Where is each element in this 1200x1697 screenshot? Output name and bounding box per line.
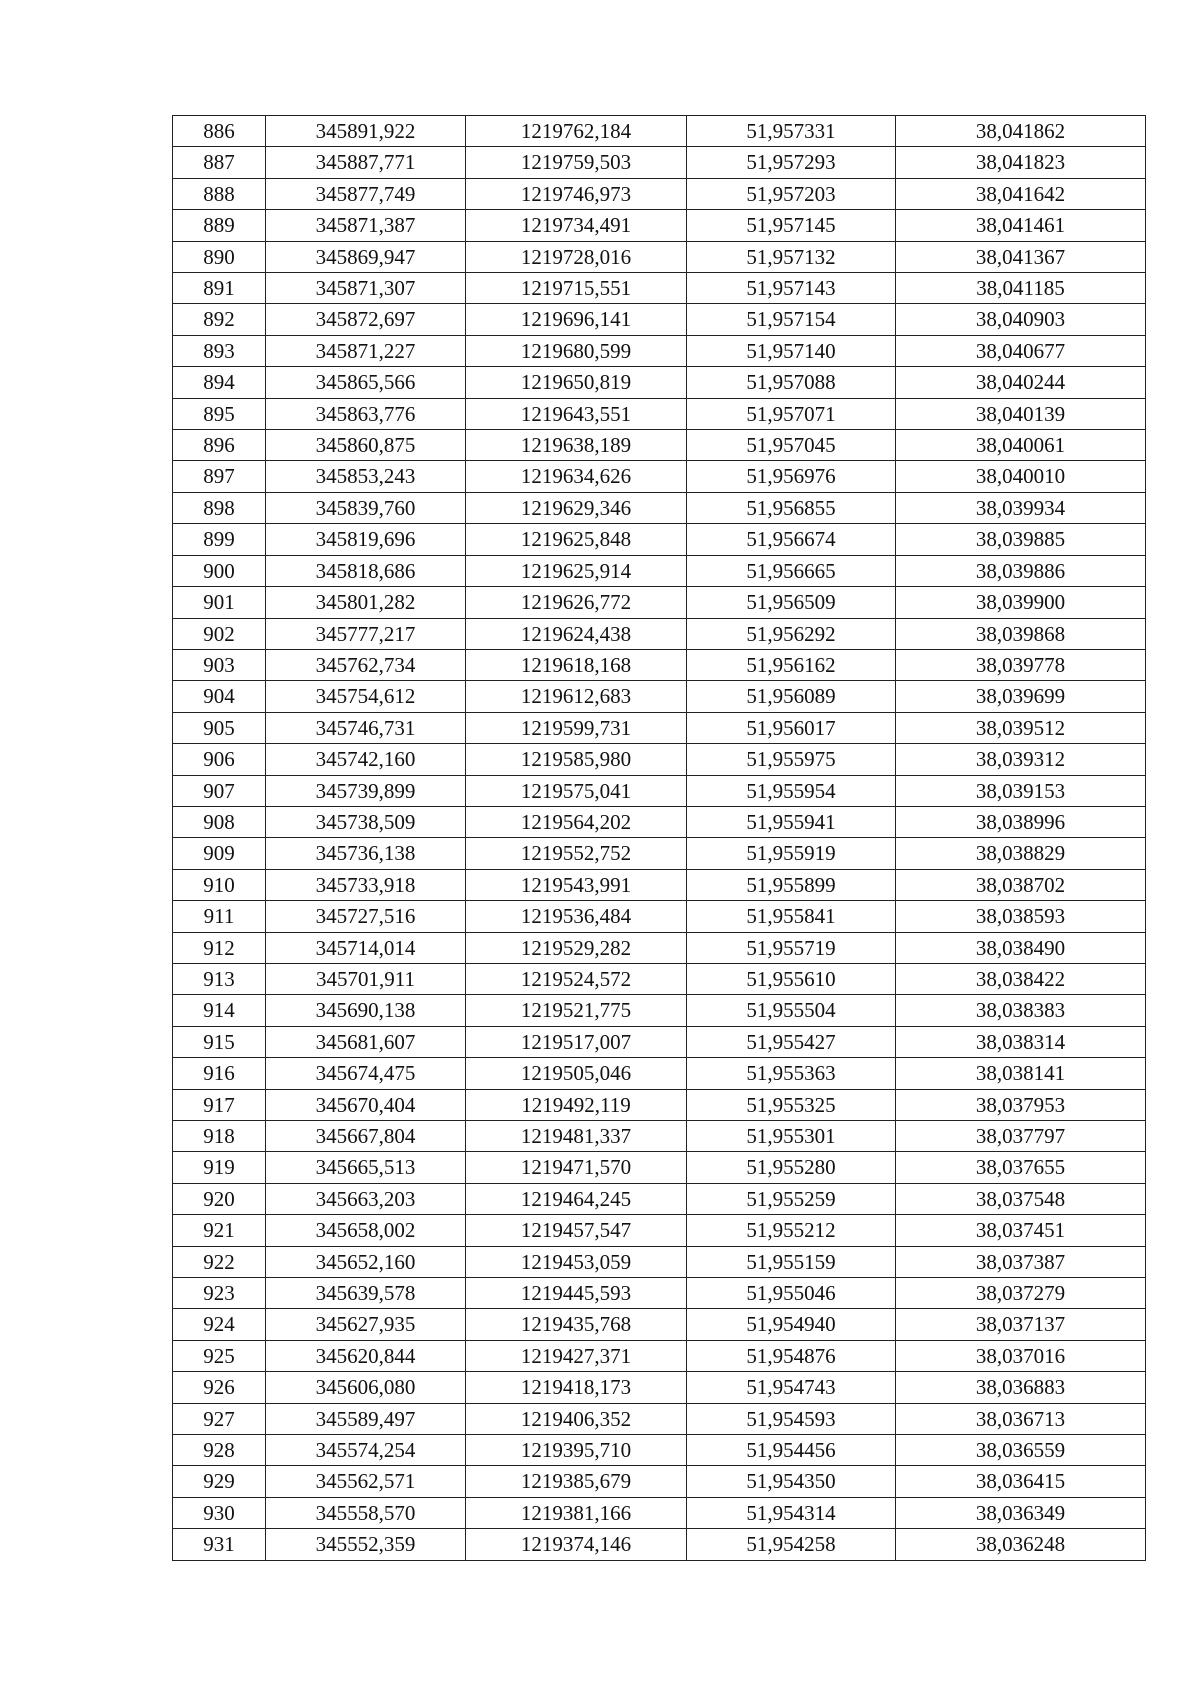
longitude-cell: 38,039934 [896,492,1146,523]
longitude-cell: 38,039885 [896,524,1146,555]
point-number-cell: 914 [173,995,266,1026]
longitude-cell: 38,039886 [896,555,1146,586]
latitude-cell: 51,955841 [687,901,896,932]
y-coordinate-cell: 1219445,593 [466,1278,687,1309]
longitude-cell: 38,038383 [896,995,1146,1026]
x-coordinate-cell: 345801,282 [266,587,466,618]
x-coordinate-cell: 345658,002 [266,1215,466,1246]
point-number-cell: 895 [173,398,266,429]
table-row [173,995,1146,1026]
point-number-cell: 904 [173,681,266,712]
point-number-cell: 908 [173,806,266,837]
x-coordinate-cell: 345681,607 [266,1026,466,1057]
point-number-cell: 930 [173,1497,266,1528]
table-row [173,555,1146,586]
point-number-cell: 892 [173,304,266,335]
table-row [173,806,1146,837]
y-coordinate-cell: 1219618,168 [466,649,687,680]
latitude-cell: 51,954350 [687,1466,896,1497]
x-coordinate-cell: 345877,749 [266,178,466,209]
table-row [173,838,1146,869]
x-coordinate-cell: 345739,899 [266,775,466,806]
point-number-cell: 919 [173,1152,266,1183]
y-coordinate-cell: 1219529,282 [466,932,687,963]
longitude-cell: 38,039900 [896,587,1146,618]
latitude-cell: 51,957203 [687,178,896,209]
longitude-cell: 38,039312 [896,744,1146,775]
latitude-cell: 51,957132 [687,241,896,272]
x-coordinate-cell: 345860,875 [266,430,466,461]
point-number-cell: 913 [173,963,266,994]
table-row [173,1058,1146,1089]
x-coordinate-cell: 345733,918 [266,869,466,900]
x-coordinate-cell: 345690,138 [266,995,466,1026]
latitude-cell: 51,955280 [687,1152,896,1183]
y-coordinate-cell: 1219762,184 [466,116,687,147]
table-row [173,932,1146,963]
y-coordinate-cell: 1219734,491 [466,210,687,241]
table-row [173,461,1146,492]
latitude-cell: 51,955427 [687,1026,896,1057]
x-coordinate-cell: 345853,243 [266,461,466,492]
x-coordinate-cell: 345558,570 [266,1497,466,1528]
table-row [173,649,1146,680]
y-coordinate-cell: 1219564,202 [466,806,687,837]
longitude-cell: 38,038593 [896,901,1146,932]
y-coordinate-cell: 1219517,007 [466,1026,687,1057]
longitude-cell: 38,038314 [896,1026,1146,1057]
y-coordinate-cell: 1219599,731 [466,712,687,743]
point-number-cell: 921 [173,1215,266,1246]
x-coordinate-cell: 345746,731 [266,712,466,743]
x-coordinate-cell: 345652,160 [266,1246,466,1277]
longitude-cell: 38,036248 [896,1529,1146,1560]
y-coordinate-cell: 1219634,626 [466,461,687,492]
latitude-cell: 51,957145 [687,210,896,241]
point-number-cell: 920 [173,1183,266,1214]
latitude-cell: 51,955363 [687,1058,896,1089]
latitude-cell: 51,957331 [687,116,896,147]
longitude-cell: 38,041642 [896,178,1146,209]
point-number-cell: 901 [173,587,266,618]
latitude-cell: 51,955301 [687,1121,896,1152]
point-number-cell: 931 [173,1529,266,1560]
longitude-cell: 38,040244 [896,367,1146,398]
table-row [173,210,1146,241]
x-coordinate-cell: 345663,203 [266,1183,466,1214]
y-coordinate-cell: 1219481,337 [466,1121,687,1152]
latitude-cell: 51,956855 [687,492,896,523]
longitude-cell: 38,039699 [896,681,1146,712]
point-number-cell: 926 [173,1372,266,1403]
latitude-cell: 51,954258 [687,1529,896,1560]
point-number-cell: 894 [173,367,266,398]
table-row [173,241,1146,272]
coordinate-table-body [173,116,1146,1561]
x-coordinate-cell: 345863,776 [266,398,466,429]
y-coordinate-cell: 1219585,980 [466,744,687,775]
y-coordinate-cell: 1219696,141 [466,304,687,335]
latitude-cell: 51,954314 [687,1497,896,1528]
table-row [173,1403,1146,1434]
y-coordinate-cell: 1219543,991 [466,869,687,900]
y-coordinate-cell: 1219374,146 [466,1529,687,1560]
longitude-cell: 38,038141 [896,1058,1146,1089]
table-row [173,587,1146,618]
point-number-cell: 909 [173,838,266,869]
longitude-cell: 38,040139 [896,398,1146,429]
latitude-cell: 51,954593 [687,1403,896,1434]
table-row [173,901,1146,932]
y-coordinate-cell: 1219625,848 [466,524,687,555]
y-coordinate-cell: 1219643,551 [466,398,687,429]
table-row [173,681,1146,712]
y-coordinate-cell: 1219381,166 [466,1497,687,1528]
y-coordinate-cell: 1219395,710 [466,1435,687,1466]
longitude-cell: 38,037451 [896,1215,1146,1246]
table-row [173,1497,1146,1528]
point-number-cell: 917 [173,1089,266,1120]
latitude-cell: 51,956665 [687,555,896,586]
latitude-cell: 51,954743 [687,1372,896,1403]
point-number-cell: 889 [173,210,266,241]
x-coordinate-cell: 345871,387 [266,210,466,241]
x-coordinate-cell: 345869,947 [266,241,466,272]
latitude-cell: 51,955159 [687,1246,896,1277]
table-row [173,1183,1146,1214]
y-coordinate-cell: 1219418,173 [466,1372,687,1403]
y-coordinate-cell: 1219629,346 [466,492,687,523]
point-number-cell: 886 [173,116,266,147]
table-row [173,1152,1146,1183]
longitude-cell: 38,039778 [896,649,1146,680]
longitude-cell: 38,038422 [896,963,1146,994]
x-coordinate-cell: 345589,497 [266,1403,466,1434]
point-number-cell: 891 [173,273,266,304]
longitude-cell: 38,040903 [896,304,1146,335]
table-row [173,398,1146,429]
latitude-cell: 51,954456 [687,1435,896,1466]
y-coordinate-cell: 1219680,599 [466,335,687,366]
latitude-cell: 51,956017 [687,712,896,743]
x-coordinate-cell: 345714,014 [266,932,466,963]
point-number-cell: 900 [173,555,266,586]
y-coordinate-cell: 1219638,189 [466,430,687,461]
table-row [173,147,1146,178]
point-number-cell: 905 [173,712,266,743]
table-row [173,1309,1146,1340]
y-coordinate-cell: 1219650,819 [466,367,687,398]
table-row [173,304,1146,335]
y-coordinate-cell: 1219536,484 [466,901,687,932]
latitude-cell: 51,954940 [687,1309,896,1340]
latitude-cell: 51,955046 [687,1278,896,1309]
point-number-cell: 903 [173,649,266,680]
latitude-cell: 51,954876 [687,1340,896,1371]
longitude-cell: 38,037655 [896,1152,1146,1183]
latitude-cell: 51,955954 [687,775,896,806]
latitude-cell: 51,956674 [687,524,896,555]
longitude-cell: 38,038829 [896,838,1146,869]
latitude-cell: 51,955975 [687,744,896,775]
y-coordinate-cell: 1219385,679 [466,1466,687,1497]
y-coordinate-cell: 1219552,752 [466,838,687,869]
latitude-cell: 51,957143 [687,273,896,304]
x-coordinate-cell: 345839,760 [266,492,466,523]
x-coordinate-cell: 345754,612 [266,681,466,712]
y-coordinate-cell: 1219457,547 [466,1215,687,1246]
x-coordinate-cell: 345727,516 [266,901,466,932]
table-row [173,116,1146,147]
x-coordinate-cell: 345574,254 [266,1435,466,1466]
x-coordinate-cell: 345674,475 [266,1058,466,1089]
point-number-cell: 910 [173,869,266,900]
table-row [173,1089,1146,1120]
y-coordinate-cell: 1219505,046 [466,1058,687,1089]
table-row [173,1466,1146,1497]
point-number-cell: 907 [173,775,266,806]
latitude-cell: 51,955899 [687,869,896,900]
table-row [173,335,1146,366]
latitude-cell: 51,956509 [687,587,896,618]
point-number-cell: 927 [173,1403,266,1434]
latitude-cell: 51,955504 [687,995,896,1026]
table-row [173,273,1146,304]
y-coordinate-cell: 1219435,768 [466,1309,687,1340]
x-coordinate-cell: 345738,509 [266,806,466,837]
table-row [173,430,1146,461]
point-number-cell: 923 [173,1278,266,1309]
y-coordinate-cell: 1219524,572 [466,963,687,994]
x-coordinate-cell: 345777,217 [266,618,466,649]
x-coordinate-cell: 345620,844 [266,1340,466,1371]
longitude-cell: 38,039153 [896,775,1146,806]
point-number-cell: 890 [173,241,266,272]
table-row [173,1278,1146,1309]
point-number-cell: 899 [173,524,266,555]
x-coordinate-cell: 345819,696 [266,524,466,555]
longitude-cell: 38,038996 [896,806,1146,837]
longitude-cell: 38,036883 [896,1372,1146,1403]
longitude-cell: 38,040010 [896,461,1146,492]
point-number-cell: 897 [173,461,266,492]
point-number-cell: 896 [173,430,266,461]
x-coordinate-cell: 345872,697 [266,304,466,335]
y-coordinate-cell: 1219575,041 [466,775,687,806]
table-row [173,712,1146,743]
longitude-cell: 38,037548 [896,1183,1146,1214]
longitude-cell: 38,039868 [896,618,1146,649]
y-coordinate-cell: 1219521,775 [466,995,687,1026]
latitude-cell: 51,957293 [687,147,896,178]
point-number-cell: 898 [173,492,266,523]
latitude-cell: 51,957088 [687,367,896,398]
latitude-cell: 51,955212 [687,1215,896,1246]
point-number-cell: 902 [173,618,266,649]
table-row [173,1435,1146,1466]
longitude-cell: 38,041367 [896,241,1146,272]
table-row [173,178,1146,209]
x-coordinate-cell: 345670,404 [266,1089,466,1120]
longitude-cell: 38,037797 [896,1121,1146,1152]
longitude-cell: 38,037016 [896,1340,1146,1371]
y-coordinate-cell: 1219624,438 [466,618,687,649]
latitude-cell: 51,956089 [687,681,896,712]
point-number-cell: 911 [173,901,266,932]
table-row [173,1121,1146,1152]
point-number-cell: 928 [173,1435,266,1466]
x-coordinate-cell: 345762,734 [266,649,466,680]
point-number-cell: 925 [173,1340,266,1371]
longitude-cell: 38,041862 [896,116,1146,147]
latitude-cell: 51,957045 [687,430,896,461]
table-row [173,1246,1146,1277]
x-coordinate-cell: 345562,571 [266,1466,466,1497]
table-row [173,367,1146,398]
longitude-cell: 38,036415 [896,1466,1146,1497]
table-row [173,963,1146,994]
longitude-cell: 38,037953 [896,1089,1146,1120]
x-coordinate-cell: 345891,922 [266,116,466,147]
longitude-cell: 38,038490 [896,932,1146,963]
x-coordinate-cell: 345865,566 [266,367,466,398]
x-coordinate-cell: 345701,911 [266,963,466,994]
y-coordinate-cell: 1219471,570 [466,1152,687,1183]
point-number-cell: 915 [173,1026,266,1057]
point-number-cell: 906 [173,744,266,775]
table-row [173,1026,1146,1057]
longitude-cell: 38,040061 [896,430,1146,461]
longitude-cell: 38,037137 [896,1309,1146,1340]
y-coordinate-cell: 1219715,551 [466,273,687,304]
longitude-cell: 38,038702 [896,869,1146,900]
table-row [173,744,1146,775]
longitude-cell: 38,036713 [896,1403,1146,1434]
y-coordinate-cell: 1219746,973 [466,178,687,209]
longitude-cell: 38,041185 [896,273,1146,304]
y-coordinate-cell: 1219492,119 [466,1089,687,1120]
latitude-cell: 51,955610 [687,963,896,994]
x-coordinate-cell: 345818,686 [266,555,466,586]
x-coordinate-cell: 345742,160 [266,744,466,775]
table-row [173,1215,1146,1246]
latitude-cell: 51,957071 [687,398,896,429]
latitude-cell: 51,955941 [687,806,896,837]
latitude-cell: 51,955719 [687,932,896,963]
y-coordinate-cell: 1219728,016 [466,241,687,272]
table-row [173,1529,1146,1560]
longitude-cell: 38,037279 [896,1278,1146,1309]
table-row [173,524,1146,555]
point-number-cell: 916 [173,1058,266,1089]
table-row [173,1372,1146,1403]
x-coordinate-cell: 345639,578 [266,1278,466,1309]
latitude-cell: 51,955919 [687,838,896,869]
x-coordinate-cell: 345667,804 [266,1121,466,1152]
longitude-cell: 38,037387 [896,1246,1146,1277]
y-coordinate-cell: 1219406,352 [466,1403,687,1434]
longitude-cell: 38,041823 [896,147,1146,178]
x-coordinate-cell: 345871,227 [266,335,466,366]
latitude-cell: 51,955259 [687,1183,896,1214]
y-coordinate-cell: 1219626,772 [466,587,687,618]
point-number-cell: 887 [173,147,266,178]
x-coordinate-cell: 345606,080 [266,1372,466,1403]
latitude-cell: 51,955325 [687,1089,896,1120]
y-coordinate-cell: 1219759,503 [466,147,687,178]
x-coordinate-cell: 345736,138 [266,838,466,869]
table-row [173,869,1146,900]
x-coordinate-cell: 345871,307 [266,273,466,304]
x-coordinate-cell: 345887,771 [266,147,466,178]
x-coordinate-cell: 345627,935 [266,1309,466,1340]
table-row [173,1340,1146,1371]
latitude-cell: 51,957140 [687,335,896,366]
point-number-cell: 924 [173,1309,266,1340]
y-coordinate-cell: 1219464,245 [466,1183,687,1214]
latitude-cell: 51,956162 [687,649,896,680]
point-number-cell: 922 [173,1246,266,1277]
longitude-cell: 38,041461 [896,210,1146,241]
longitude-cell: 38,036349 [896,1497,1146,1528]
table-row [173,618,1146,649]
latitude-cell: 51,957154 [687,304,896,335]
latitude-cell: 51,956976 [687,461,896,492]
latitude-cell: 51,956292 [687,618,896,649]
longitude-cell: 38,039512 [896,712,1146,743]
point-number-cell: 893 [173,335,266,366]
point-number-cell: 918 [173,1121,266,1152]
table-row [173,492,1146,523]
y-coordinate-cell: 1219612,683 [466,681,687,712]
table-row [173,775,1146,806]
coordinate-table [172,115,1146,1561]
point-number-cell: 912 [173,932,266,963]
x-coordinate-cell: 345665,513 [266,1152,466,1183]
y-coordinate-cell: 1219453,059 [466,1246,687,1277]
y-coordinate-cell: 1219625,914 [466,555,687,586]
y-coordinate-cell: 1219427,371 [466,1340,687,1371]
point-number-cell: 888 [173,178,266,209]
longitude-cell: 38,036559 [896,1435,1146,1466]
longitude-cell: 38,040677 [896,335,1146,366]
x-coordinate-cell: 345552,359 [266,1529,466,1560]
point-number-cell: 929 [173,1466,266,1497]
